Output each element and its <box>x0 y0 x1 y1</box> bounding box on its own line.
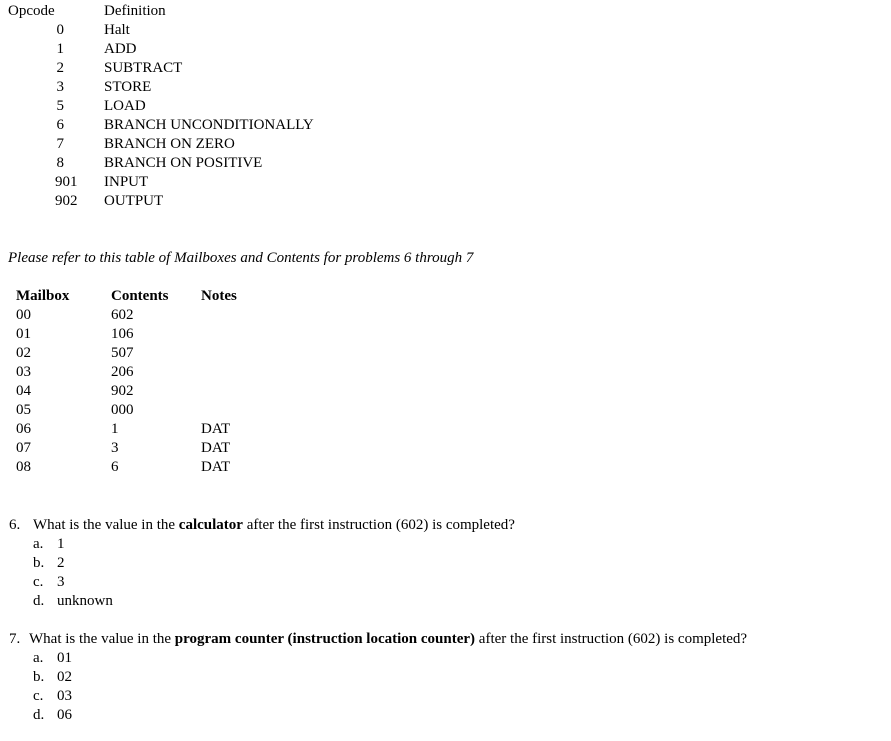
notes-cell: DAT <box>201 459 231 475</box>
definition-header: Definition <box>104 3 166 19</box>
mailbox-cell: 02 <box>16 345 31 361</box>
contents-cell: 902 <box>111 383 134 399</box>
question-number: 7. <box>9 631 21 647</box>
answer-option: d. 06 <box>33 707 72 723</box>
mailbox-cell: 08 <box>16 459 31 475</box>
answer-option: b. 2 <box>33 555 65 571</box>
opcode-cell: 2 <box>56 60 64 76</box>
question-text: What is the value in the calculator after the first instruction (602) is completed? <box>33 517 515 533</box>
definition-cell: ADD <box>104 41 137 57</box>
mailbox-cell: 00 <box>16 307 31 323</box>
answer-option: c. 3 <box>33 574 65 590</box>
question-number: 6. <box>9 517 21 533</box>
answer-option: d. unknown <box>33 593 113 609</box>
definition-cell: BRANCH ON POSITIVE <box>104 155 263 171</box>
opcode-cell: 8 <box>56 155 64 171</box>
question-emphasis: program counter (instruction location counter) <box>174 631 476 647</box>
opcode-cell: 1 <box>56 41 64 57</box>
opcode-cell: 902 <box>55 193 78 209</box>
definition-cell: INPUT <box>104 174 149 190</box>
notes-cell: DAT <box>201 421 231 437</box>
mailbox-table-note: Please refer to this table of Mailboxes and Contents for problems 6 through 7 <box>8 250 474 266</box>
contents-cell: 507 <box>111 345 134 361</box>
opcode-header: Opcode <box>8 3 55 19</box>
contents-cell: 000 <box>111 402 134 418</box>
definition-cell: SUBTRACT <box>104 60 183 76</box>
opcode-cell: 3 <box>56 79 64 95</box>
definition-cell: OUTPUT <box>104 193 164 209</box>
mailbox-cell: 04 <box>16 383 31 399</box>
opcode-cell: 5 <box>56 98 64 114</box>
notes-cell: DAT <box>201 440 231 456</box>
mailbox-header: Mailbox <box>16 288 70 304</box>
contents-cell: 6 <box>111 459 119 475</box>
contents-cell: 1 <box>111 421 119 437</box>
mailbox-cell: 07 <box>16 440 31 456</box>
definition-cell: BRANCH ON ZERO <box>104 136 235 152</box>
definition-cell: BRANCH UNCONDITIONALLY <box>104 117 314 133</box>
contents-cell: 3 <box>111 440 119 456</box>
answer-option: b. 02 <box>33 669 72 685</box>
contents-cell: 602 <box>111 307 134 323</box>
mailbox-cell: 03 <box>16 364 31 380</box>
notes-header: Notes <box>201 288 237 304</box>
contents-header: Contents <box>111 288 169 304</box>
mailbox-cell: 06 <box>16 421 31 437</box>
definition-cell: LOAD <box>104 98 146 114</box>
opcode-cell: 7 <box>56 136 64 152</box>
answer-option: c. 03 <box>33 688 72 704</box>
contents-cell: 206 <box>111 364 134 380</box>
definition-cell: STORE <box>104 79 152 95</box>
question-emphasis: calculator <box>178 517 243 533</box>
answer-option: a. 1 <box>33 536 65 552</box>
opcode-cell: 901 <box>55 174 78 190</box>
question-text: What is the value in the program counter (instruction location counter) after the first instruction (602) is completed? <box>29 631 748 647</box>
opcode-cell: 0 <box>56 22 64 38</box>
contents-cell: 106 <box>111 326 134 342</box>
definition-cell: Halt <box>104 22 130 38</box>
mailbox-cell: 05 <box>16 402 31 418</box>
opcode-cell: 6 <box>56 117 64 133</box>
mailbox-cell: 01 <box>16 326 31 342</box>
answer-option: a. 01 <box>33 650 72 666</box>
